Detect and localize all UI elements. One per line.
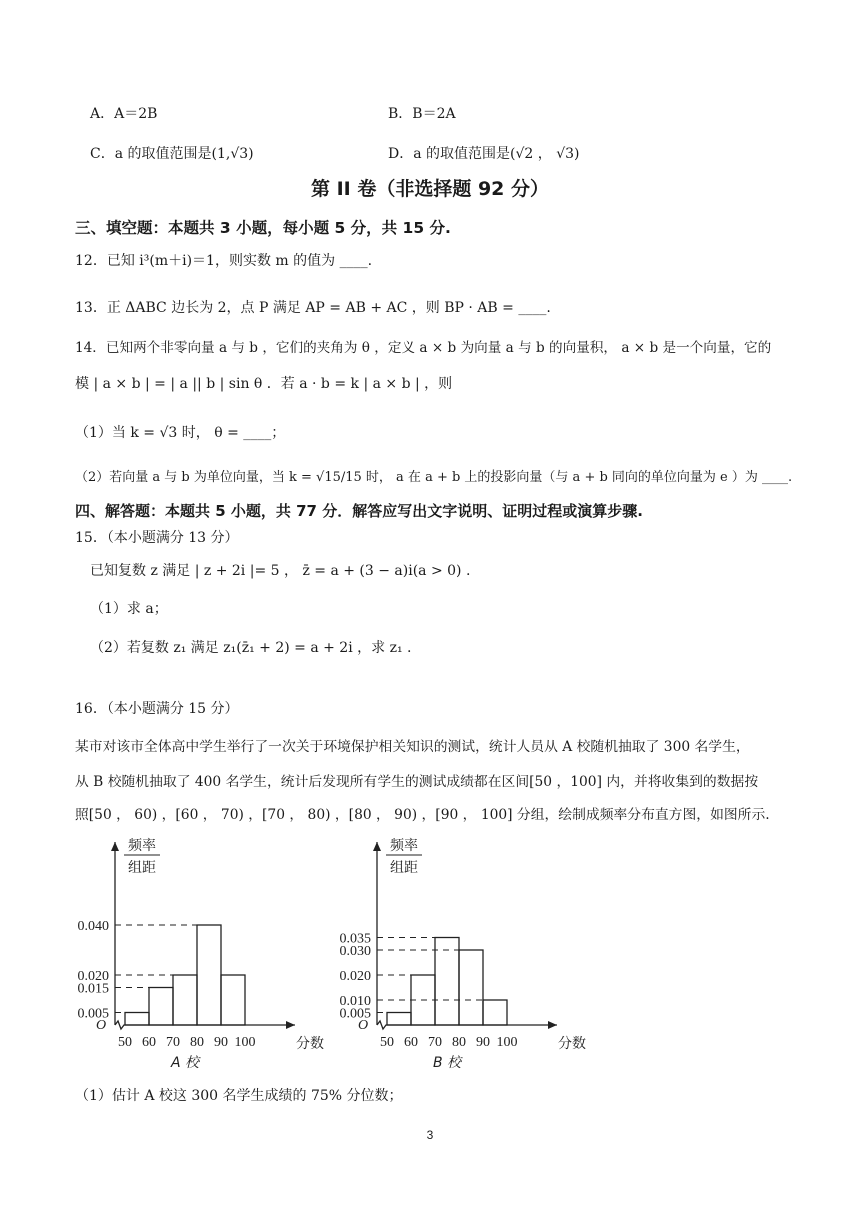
histogram-bar <box>221 975 245 1025</box>
chart-title: A 校 <box>170 1055 200 1070</box>
x-tick-label: 80 <box>190 1035 204 1050</box>
question-14-part1: （1）当 k = √3 时， θ = ____； <box>75 425 286 441</box>
y-axis-arrow <box>373 842 381 851</box>
choice-b: B．B＝2A <box>388 106 456 122</box>
x-tick-label: 60 <box>404 1035 418 1050</box>
question-15-part2: （2）若复数 z₁ 满足 z₁(z̄₁ + 2) = a + 2i ，求 z₁ . <box>90 640 412 656</box>
x-tick-label: 90 <box>476 1035 490 1050</box>
section-4-heading: 四、解答题：本题共 5 小题，共 77 分．解答应写出文字说明、证明过程或演算步骤. <box>75 502 643 520</box>
origin-label: O <box>357 1018 369 1033</box>
x-axis <box>115 1021 295 1029</box>
choice-d: D．a 的取值范围是(√2 ， √3) <box>388 146 580 162</box>
x-tick-label: 50 <box>380 1035 394 1050</box>
y-axis-title-bottom: 组距 <box>128 860 156 876</box>
y-tick-label: 0.035 <box>339 931 371 947</box>
y-tick-label: 0.020 <box>339 969 371 984</box>
section-3-heading: 三、填空题：本题共 3 小题，每小题 5 分，共 15 分. <box>75 219 451 237</box>
y-axis-arrow <box>111 842 119 851</box>
y-tick-label: 0.020 <box>77 969 109 984</box>
y-axis-title-top: 频率 <box>128 838 156 854</box>
part-title: 第 II 卷（非选择题 92 分） <box>310 178 550 200</box>
y-tick-label: 0.005 <box>77 1006 109 1022</box>
x-tick-label: 70 <box>428 1035 442 1050</box>
histogram-bar <box>459 950 483 1025</box>
question-16-para3: 照[50 ， 60) ，[60 ， 70) ，[70 ， 80) ，[80 ， 90) ，[90 ， 100] 分组，绘制成频率分布直方图，如图所示. <box>75 807 770 823</box>
x-axis <box>377 1021 557 1029</box>
x-axis-title: 分数 <box>296 1036 324 1052</box>
x-tick-label: 80 <box>452 1035 466 1050</box>
x-tick-label: 70 <box>166 1035 180 1050</box>
question-14-line2: 模 | a × b | = | a || b | sin θ ．若 a · b = k | a × b | ，则 <box>75 376 453 392</box>
histogram-bar <box>387 1013 411 1026</box>
y-tick-label: 0.015 <box>77 981 109 997</box>
question-15-header: 15．（本小题满分 13 分） <box>75 530 239 546</box>
x-tick-label: 100 <box>234 1035 256 1050</box>
y-tick-label: 0.005 <box>339 1006 371 1022</box>
y-tick-label: 0.030 <box>339 944 371 959</box>
choice-a: A．A＝2B <box>90 106 158 122</box>
page-number: 3 <box>426 1128 434 1142</box>
chart-title: B 校 <box>432 1055 462 1070</box>
origin-label: O <box>95 1018 107 1033</box>
histogram-bar <box>173 975 197 1025</box>
x-tick-label: 50 <box>118 1035 132 1050</box>
x-axis-title: 分数 <box>558 1036 586 1052</box>
choice-c: C．a 的取值范围是(1,√3) <box>90 146 254 162</box>
question-14-part2: （2）若向量 a 与 b 为单位向量，当 k = √15/15 时， a 在 a + b 上的投影向量（与 a + b 同向的单位向量为 e ）为 ____. <box>75 470 793 485</box>
question-16-para1: 某市对该市全体高中学生举行了一次关于环境保护相关知识的测试，统计人员从 A 校随机抽取了 300 名学生， <box>75 739 750 755</box>
question-13: 13．正 ΔABC 边长为 2，点 P 满足 AP = AB + AC ，则 BP · AB = ____. <box>75 300 551 316</box>
y-axis-title-bottom: 组距 <box>390 860 418 876</box>
x-axis-arrow <box>548 1021 557 1029</box>
question-16-header: 16．（本小题满分 15 分） <box>75 701 239 717</box>
question-12: 12．已知 i³(m＋i)＝1，则实数 m 的值为 ____. <box>75 253 373 269</box>
histogram-bar <box>197 925 221 1025</box>
histogram-b <box>322 830 592 1070</box>
histogram-bar <box>125 1013 149 1026</box>
y-axis-title-top: 频率 <box>390 838 418 854</box>
y-tick-label: 0.010 <box>339 994 371 1009</box>
question-16-part1: （1）估计 A 校这 300 名学生成绩的 75% 分位数； <box>75 1088 403 1104</box>
histogram-bar <box>149 988 173 1026</box>
question-15-stem: 已知复数 z 满足 | z + 2i |= 5 ， z̄ = a + (3 − a)i(a > 0) . <box>90 563 471 579</box>
x-tick-label: 90 <box>214 1035 228 1050</box>
x-tick-label: 100 <box>496 1035 518 1050</box>
question-15-part1: （1）求 a； <box>90 601 168 617</box>
question-16-para2: 从 B 校随机抽取了 400 名学生，统计后发现所有学生的测试成绩都在区间[50 ，100] 内，并将收集到的数据按 <box>75 774 759 790</box>
x-tick-label: 60 <box>142 1035 156 1050</box>
x-axis-arrow <box>286 1021 295 1029</box>
histogram-bar <box>483 1000 507 1025</box>
histogram-bar <box>435 938 459 1026</box>
y-tick-label: 0.040 <box>77 919 109 934</box>
question-14-line1: 14．已知两个非零向量 a 与 b ，它们的夹角为 θ ，定义 a × b 为向量 a 与 b 的向量积， a × b 是一个向量，它的 <box>75 340 772 356</box>
histogram-a <box>60 830 330 1070</box>
